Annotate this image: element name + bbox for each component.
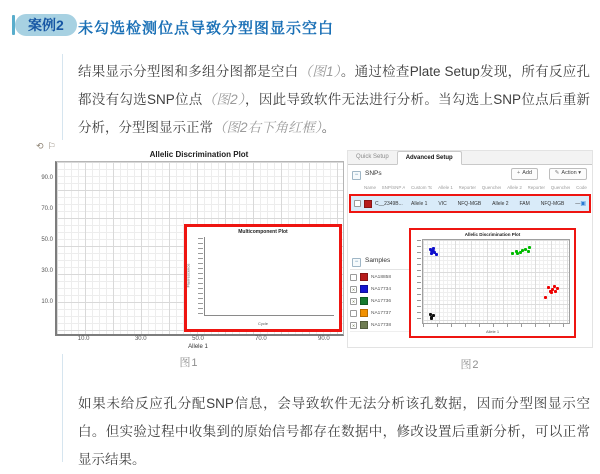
data-point-ntc xyxy=(430,317,433,320)
text-segment: 结果显示分型图和多组分图都是空白 xyxy=(78,64,299,79)
figure2-plot-x-axis-label: Allele 1 xyxy=(485,329,500,334)
data-point-allele1-homozygous xyxy=(544,296,547,299)
snp-column-header: Code xyxy=(576,185,587,190)
action-button[interactable] xyxy=(549,168,587,180)
data-point-allele1-homozygous xyxy=(553,285,556,288)
data-point-heterozygous xyxy=(528,246,531,249)
sample-color-swatch xyxy=(360,273,368,281)
data-point-allele1-homozygous xyxy=(549,290,552,293)
samples-section-label: Samples xyxy=(365,257,391,264)
snp-cell-value: Allele 2 xyxy=(492,200,509,207)
text-segment: 。 xyxy=(321,120,336,135)
figure1-screenshot xyxy=(35,140,343,354)
y-tick-label: 50.0 xyxy=(41,237,53,244)
data-point-heterozygous xyxy=(516,252,519,255)
figure-reference: （图1） xyxy=(298,64,341,79)
snps-section-label: SNPs xyxy=(365,170,382,177)
outro-paragraph: 如果未给反应孔分配SNP信息，会导致软件无法分析该孔数据，因而分型图显示空白。但实验过程中收集到的原始信号都存在数据中，修改设置后重新分析，可以正常显示结果。 xyxy=(78,396,590,467)
snp-column-header: Allele 2 xyxy=(507,185,522,190)
sample-name: NA17734 xyxy=(371,286,392,292)
snp-cell-value: — xyxy=(575,200,581,207)
x-tick-label: 90.0 xyxy=(317,336,330,342)
sample-checkbox[interactable]: ✕ xyxy=(351,298,356,304)
sample-color-swatch xyxy=(360,285,368,293)
data-point-allele1-homozygous xyxy=(547,286,550,289)
snp-column-header: SNP/SNP A xyxy=(381,185,406,190)
multicomponent-x-axis-label: Cycle xyxy=(257,321,268,326)
x-tick-label: 10.0 xyxy=(77,336,90,342)
snp-cell-value: Allele 1 xyxy=(411,200,428,207)
sample-color-swatch xyxy=(360,309,368,317)
multicomponent-plot-redbox xyxy=(184,224,342,332)
sample-checkbox[interactable] xyxy=(350,274,357,281)
undo-icon[interactable]: ⟲ xyxy=(36,141,48,151)
row-close-icon[interactable]: ▣ xyxy=(580,200,586,207)
y-tick-label: 30.0 xyxy=(41,268,53,275)
setup-tabs xyxy=(348,151,592,165)
collapse-icon[interactable]: − xyxy=(352,171,361,180)
snp-color-swatch xyxy=(364,200,372,208)
figure1-x-axis-label: Allele 1 xyxy=(188,344,208,350)
data-point-allele2-homozygous xyxy=(435,253,438,256)
figure-reference: （图2） xyxy=(202,92,246,107)
allelic-plot-redbox xyxy=(409,228,576,338)
page-title: 未勾选检测位点导致分型图显示空白 xyxy=(78,20,335,37)
data-point-allele1-homozygous xyxy=(556,287,559,290)
figure2-screenshot xyxy=(347,150,593,348)
snp-row-checkbox[interactable] xyxy=(354,200,361,207)
text-segment: 。通过检查Plate Setup发现，所有反应孔都没有勾选SNP位点 xyxy=(78,64,590,107)
action-icon: ✎ xyxy=(554,170,560,176)
snp-assay-name: C__2349B... xyxy=(375,200,403,207)
snps-section-header xyxy=(352,170,382,180)
sample-name: NA17738 xyxy=(371,322,392,328)
figure1-plot-title: Allelic Discrimination Plot xyxy=(149,150,249,159)
sample-checkbox[interactable]: ✕ xyxy=(351,286,356,292)
tab-advanced-setup[interactable]: Advanced Setup xyxy=(397,151,462,165)
y-tick-label: 90.0 xyxy=(41,175,53,182)
sample-color-swatch xyxy=(360,297,368,305)
figure2-plot-y-ticks xyxy=(417,240,421,323)
allelic-discrimination-plot xyxy=(422,239,570,324)
x-tick-label: 30.0 xyxy=(134,336,147,342)
flag-icon[interactable]: ⚐ xyxy=(47,141,60,151)
text-segment: ，因此导致软件无法进行分析。当勾选上SNP位点后重新分析，分型图显示正常 xyxy=(78,92,590,135)
snp-cell-value: FAM xyxy=(519,200,530,207)
y-tick-label: 70.0 xyxy=(41,206,53,213)
sample-name: NA18858 xyxy=(371,274,392,280)
snp-column-header: Custom To xyxy=(411,185,433,190)
figure2-caption: 图2 xyxy=(460,359,480,371)
chevron-down-icon: ▾ xyxy=(578,170,581,176)
x-tick-label: 70.0 xyxy=(255,336,267,342)
data-point-heterozygous xyxy=(511,252,514,255)
data-point-heterozygous xyxy=(521,249,524,252)
snp-column-header: Name xyxy=(364,185,377,190)
action-button-label: Action xyxy=(561,170,577,176)
collapse-icon[interactable]: − xyxy=(352,258,361,267)
multicomponent-y-axis-label: Fluorescence xyxy=(185,263,191,288)
tab-quick-setup[interactable]: Quick Setup xyxy=(356,154,389,160)
figure-reference: （图2右下角红框） xyxy=(213,120,322,135)
x-tick-label: 50.0 xyxy=(192,336,204,342)
data-point-allele1-homozygous xyxy=(554,290,557,293)
figure2-plot-title: Allelic Discrimination Plot xyxy=(464,232,521,237)
snp-column-header: Quencher xyxy=(550,185,571,190)
add-button[interactable] xyxy=(511,168,538,180)
multicomponent-plot-empty xyxy=(204,237,334,316)
sample-name: NA17737 xyxy=(371,310,392,316)
add-button-label: Add xyxy=(522,170,532,176)
snp-column-header: Reporter xyxy=(458,185,477,190)
sample-color-swatch xyxy=(360,321,368,329)
figure2-plot-x-ticks xyxy=(423,324,569,327)
sample-checkbox[interactable] xyxy=(350,310,357,317)
snp-table-header xyxy=(364,185,587,190)
figure1-caption: 图1 xyxy=(179,357,199,369)
snp-column-header: Allele 1 xyxy=(438,185,453,190)
snp-row-cells xyxy=(411,201,580,207)
snp-column-header: Reporter xyxy=(527,185,546,190)
snp-cell-value: NFQ-MGB xyxy=(457,200,482,207)
case-badge: 案例2 xyxy=(15,14,77,36)
data-point-heterozygous xyxy=(527,250,530,253)
multicomponent-plot-title: Multicomponent Plot xyxy=(238,229,288,235)
snp-cell-value: VIC xyxy=(438,200,447,207)
snp-column-header: Quencher xyxy=(481,185,502,190)
intro-paragraph xyxy=(78,58,590,142)
y-tick-label: 10.0 xyxy=(41,299,53,306)
samples-section-header xyxy=(352,257,390,267)
add-icon: + xyxy=(516,170,521,176)
snp-table-row-redbox[interactable] xyxy=(349,194,591,213)
snp-cell-value: NFQ-MGB xyxy=(540,200,565,207)
sample-name: NA17736 xyxy=(371,298,392,304)
sample-checkbox[interactable]: ✕ xyxy=(351,322,356,328)
multicomponent-y-ticks xyxy=(198,238,203,315)
